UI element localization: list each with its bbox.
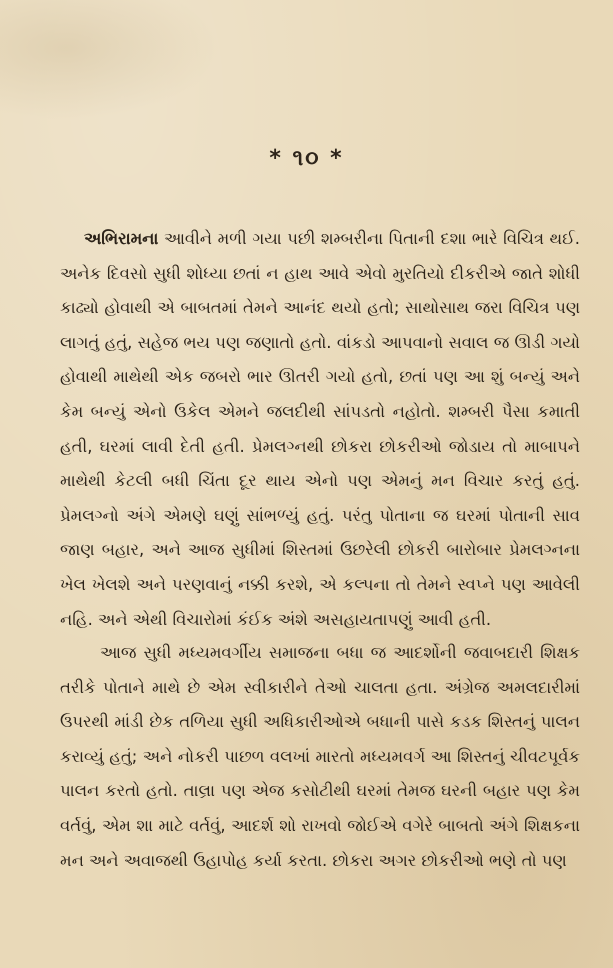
chapter-heading: * ૧૦ * [269, 146, 344, 171]
paper-stain [0, 0, 220, 120]
paragraph-1-lead-word: અભિરામના [84, 229, 159, 248]
paragraph-2 [60, 636, 580, 878]
paragraph-1-text: આવીને મળી ગયા પછી શમ્બરીના પિતાની દશા ભારે વિચિત્ર થઈ. અનેક દિવસો સુધી શોધ્યા છતાં ન હાથ આવે એવો મુરતિયો દીકરીએ જાતે શોધી કાઢ્યો હોવાથી એ બાબતમાં તેમને આનંદ થયો હતો; સાથોસાથ જરા વિચિત્ર પણ લાગતું હતું, સહેજ ભય પણ જણાતો હતો. વાંકડો આપવાનો સવાલ જ ઊડી ગયો હોવાથી માથેથી એક જબરો ભાર ઊતરી ગયો હતો, છતાં પણ આ શું બન્યું અને કેમ બન્યું એનો ઉકેલ એમને જલદીથી સાંપડતો નહોતો. શમ્બરી પૈસા કમાતી હતી, ઘરમાં લાવી દેતી હતી. પ્રેમલગ્નથી છોકરા છોકરીઓ જોડાય તો માબાપને માથેથી કેટલી બધી ચિંતા દૂર થાય એનો પણ એમનું મન વિચાર કરતું હતું. પ્રેમલગ્નો અંગે એમણે ઘણું સાંભળ્યું હતું. પરંતુ પોતાના જ ઘરમાં પોતાની સાવ જાણ બહાર, અને આજ સુધીમાં શિસ્તમાં ઉછરેલી છોકરી બારોબાર પ્રેમલગ્નના ખેલ ખેલશે અને પરણવાનું નક્કી કરશે, એ કલ્પના તો તેમને સ્વપ્ને પણ આવેલી નહિ. અને એથી વિચારોમાં કંઈક અંશે અસહાયતાપણું આવી હતી. [60, 229, 580, 629]
paragraph-1 [60, 222, 580, 637]
paragraph-2-text: આજ સુધી મધ્યમવર્ગીય સમાજના બધા જ આદર્શોની જવાબદારી શિક્ષક તરીકે પોતાને માથે છે એમ સ્વીકારીને તેઓ ચાલતા હતા. અંગ્રેજ અમલદારીમાં ઉપરથી માંડી છેક તળિયા સુધી અધિકારીઓએ બધાની પાસે કડક શિસ્તનું પાલન કરાવ્યું હતું; અને નોકરી પાછળ વલખાં મારતો મધ્યમવર્ગ આ શિસ્તનું ચીવટપૂર્વક પાલન કરતો હતો. તાલ્રા પણ એજ કસોટીથી ઘરમાં તેમજ ઘરની બહાર પણ કેમ વર્તવું, એમ શા માટે વર્તવું, આદર્શ શો રાખવો જોઈએ વગેરે બાબતો અંગે શિક્ષકના મન અને અવાજથી ઉહાપોહ કર્યા કરતા. છોકરા અગર છોકરીઓ ભણે તો પણ [60, 643, 580, 870]
